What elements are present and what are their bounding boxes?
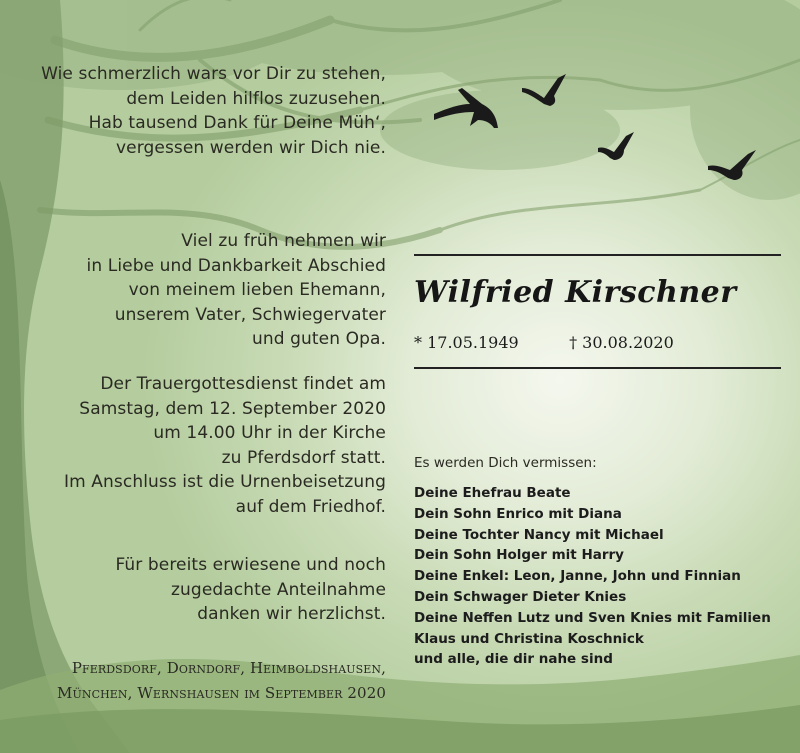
thanks-line: Für bereits erwiesene und noch [115,555,386,575]
service-line: Der Trauergottesdienst findet am [100,374,386,394]
places-and-date [20,656,386,706]
memorial-verse [20,62,386,160]
verse-line: Hab tausend Dank für Deine Müh‘, [88,113,386,133]
mourner-entry: Dein Sohn Enrico mit Diana [414,505,622,522]
mourner-entry: Deine Tochter Nancy mit Michael [414,526,664,543]
mourner-entry: Deine Neffen Lutz und Sven Knies mit Familien [414,609,771,626]
mourner-entry: Dein Sohn Holger mit Harry [414,547,624,564]
mourner-entry: Deine Ehefrau Beate [414,485,571,501]
farewell-line: Viel zu früh nehmen wir [181,231,386,251]
service-line: um 14.00 Uhr in der Kirche [153,423,386,443]
farewell-line: unserem Vater, Schwiegervater [114,304,386,325]
service-line: auf dem Friedhof. [235,496,386,517]
farewell-line: und guten Opa. [251,329,386,349]
service-line: Samstag, dem 12. September 2020 [79,398,386,419]
mourners-intro: Es werden Dich vermissen: [414,455,597,471]
goose-icon [708,150,756,180]
service-line: Im Anschluss ist die Urnenbeisetzung [64,472,386,492]
thanks-text [20,553,386,627]
bottom-divider [414,367,781,369]
goose-icon [434,88,498,128]
verse-line: Wie schmerzlich wars vor Dir zu stehen, [41,64,386,84]
goose-icon [598,132,634,160]
places-line: Pferdsdorf, Dorndorf, Heimboldshausen, [71,659,386,677]
mourner-entry: Dein Schwager Dieter Knies [414,588,627,605]
life-dates [414,333,674,352]
deceased-name: Wilfried Kirschner [414,275,737,310]
mourner-entry: und alle, die dir nahe sind [414,651,613,668]
verse-line: dem Leiden hilflos zuzusehen. [126,88,386,109]
service-line: zu Pferdsdorf statt. [221,447,386,468]
mourner-entry: Klaus und Christina Koschnick [414,630,644,647]
farewell-line: von meinem lieben Ehemann, [128,280,386,300]
places-line: München, Wernshausen im September 2020 [57,684,386,702]
mourner-entry: Deine Enkel: Leon, Janne, John und Finnian [414,568,741,585]
farewell-text [20,229,386,352]
farewell-line: in Liebe und Dankbarkeit Abschied [86,255,386,276]
birth-date: * 17.05.1949 [414,333,519,352]
thanks-line: zugedachte Anteilnahme [171,579,386,600]
mourners-list [414,483,771,670]
death-date: † 30.08.2020 [569,333,674,352]
goose-icon [522,74,566,106]
verse-line: vergessen werden wir Dich nie. [115,137,386,158]
funeral-service-info [20,372,386,519]
top-divider [414,254,781,256]
thanks-line: danken wir herzlichst. [197,604,386,624]
